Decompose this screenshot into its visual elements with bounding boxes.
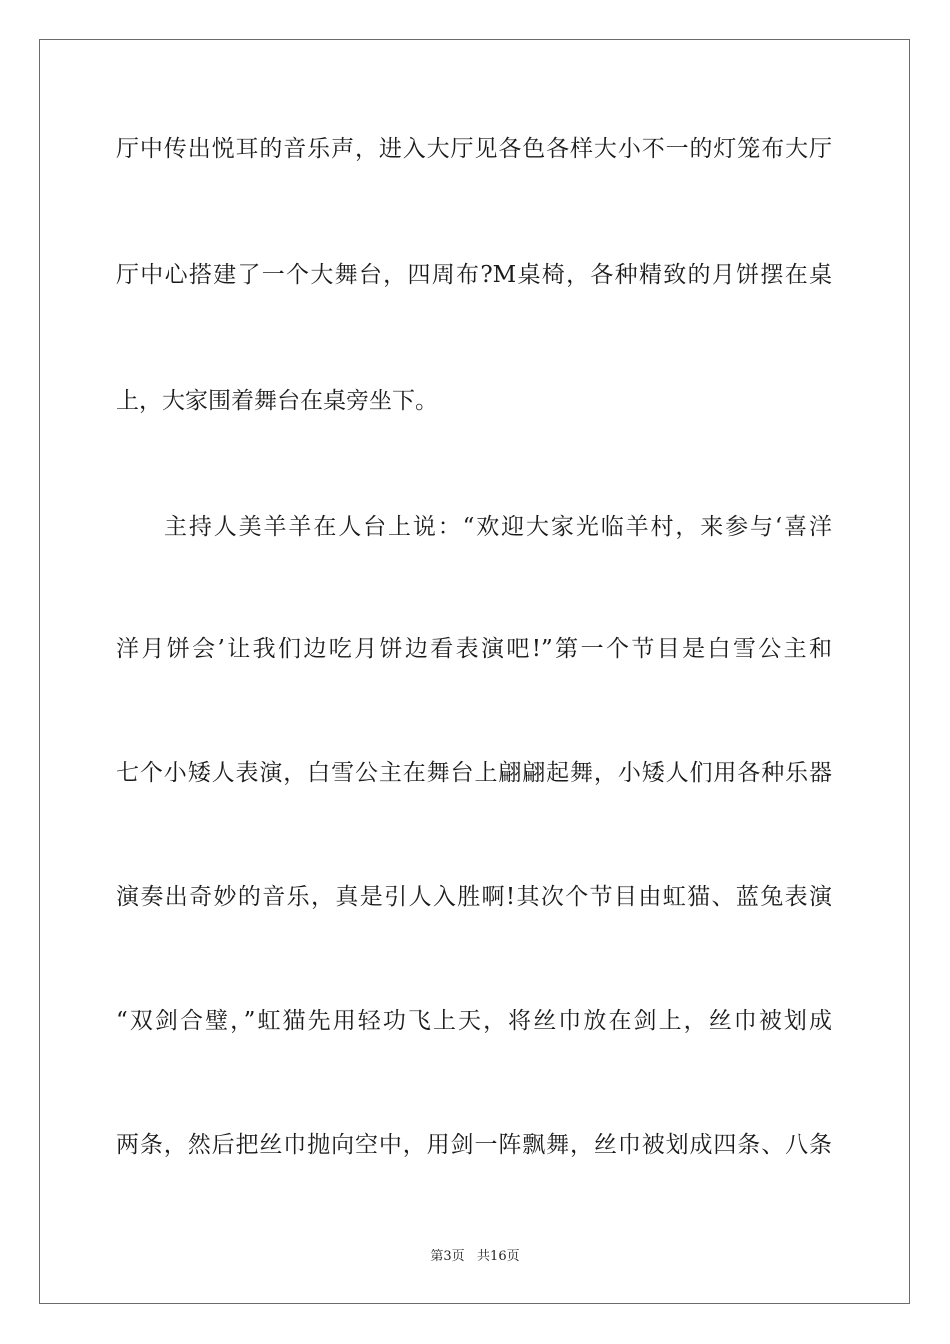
text-line-8: “双剑合璧，”虹猫先用轻功飞上天，将丝巾放在剑上，丝巾被划成 [116,1008,832,1034]
text-line-3: 上，大家围着舞台在桌旁坐下。 [116,388,438,414]
text-line-6: 七个小矮人表演，白雪公主在舞台上翩翩起舞，小矮人们用各种乐器 [116,760,832,786]
text-line-9: 两条，然后把丝巾抛向空中，用剑一阵飘舞，丝巾被划成四条、八条 [116,1132,832,1158]
text-line-2: 厅中心搭建了一个大舞台，四周布?M桌椅，各种精致的月饼摆在桌 [116,262,832,288]
text-line-7: 演奏出奇妙的音乐，真是引人入胜啊!其次个节目由虹猫、蓝兔表演 [116,884,832,910]
page-number-footer: 第3页 共16页 [430,1249,520,1264]
text-line-4: 主持人美羊羊在人台上说：“欢迎大家光临羊村，来参与‘喜洋 [164,514,832,540]
text-line-1: 厅中传出悦耳的音乐声，进入大厅见各色各样大小不一的灯笼布大厅 [116,136,832,162]
text-line-5: 洋月饼会’让我们边吃月饼边看表演吧!”第一个节目是白雪公主和 [116,636,832,662]
page-border [39,39,910,1304]
